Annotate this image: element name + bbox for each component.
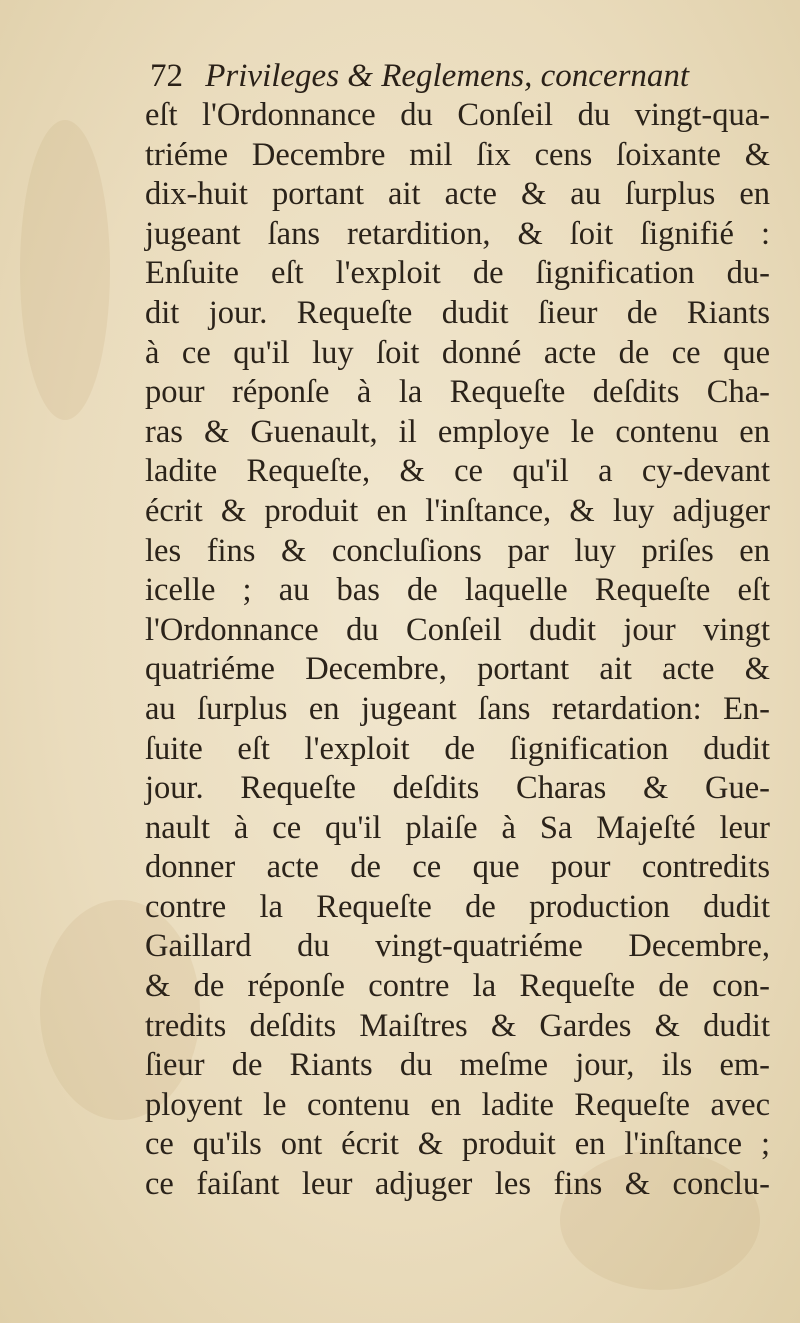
text-line: ce qu'ils ont écrit & produit en l'inſtance ; (145, 1126, 770, 1163)
text-line: Gaillard du vingt-quatriéme Decembre, (145, 928, 770, 965)
text-line: dix-huit portant ait acte & au ſurplus en (145, 176, 770, 213)
text-line: jugeant ſans retardition, & ſoit ſignifié : (145, 215, 770, 252)
page-header (150, 58, 790, 100)
text-line: ployent le contenu en ladite Requeſte avec (145, 1086, 770, 1123)
text-line: ſuite eſt l'exploit de ſignification dudit (145, 730, 770, 767)
text-line: icelle ; au bas de laquelle Requeſte eſt (145, 572, 770, 609)
text-line: tredits deſdits Maiſtres & Gardes & dudit (145, 1007, 770, 1044)
text-line: jour. Requeſte deſdits Charas & Gue- (145, 770, 770, 807)
text-line: Enſuite eſt l'exploit de ſignification du- (145, 255, 770, 292)
text-line: l'Ordonnance du Conſeil dudit jour vingt (145, 611, 770, 648)
text-line: ladite Requeſte, & ce qu'il a cy-devant (145, 453, 770, 490)
text-line: ce faiſant leur adjuger les fins & conclu- (145, 1166, 770, 1203)
text-line: triéme Decembre mil ſix cens ſoixante & (145, 136, 770, 173)
text-line: contre la Requeſte de production dudit (145, 888, 770, 925)
text-line: eſt l'Ordonnance du Conſeil du vingt-qua- (145, 97, 770, 133)
text-line: nault à ce qu'il plaiſe à Sa Majeſté leur (145, 809, 770, 846)
text-line: dit jour. Requeſte dudit ſieur de Riants (145, 294, 770, 331)
text-line: quatriéme Decembre, portant ait acte & (145, 651, 770, 688)
body-text (145, 96, 770, 1205)
text-line: donner acte de ce que pour contredits (145, 849, 770, 886)
page-number: 72 (150, 58, 183, 94)
text-line: pour réponſe à la Requeſte deſdits Cha- (145, 374, 770, 411)
text-line: à ce qu'il luy ſoit donné acte de ce que (145, 334, 770, 371)
text-line: au ſurplus en jugeant ſans retardation: En- (145, 690, 770, 727)
running-title: Privileges & Reglemens, concernant (205, 58, 690, 94)
text-line: ras & Guenault, il employe le contenu en (145, 413, 770, 450)
text-line: & de réponſe contre la Requeſte de con- (145, 968, 770, 1005)
paper-stain (20, 120, 110, 420)
text-line: ſieur de Riants du meſme jour, ils em- (145, 1047, 770, 1084)
text-line: écrit & produit en l'inſtance, & luy adjuger (145, 492, 770, 529)
text-line: les fins & concluſions par luy priſes en (145, 532, 770, 569)
